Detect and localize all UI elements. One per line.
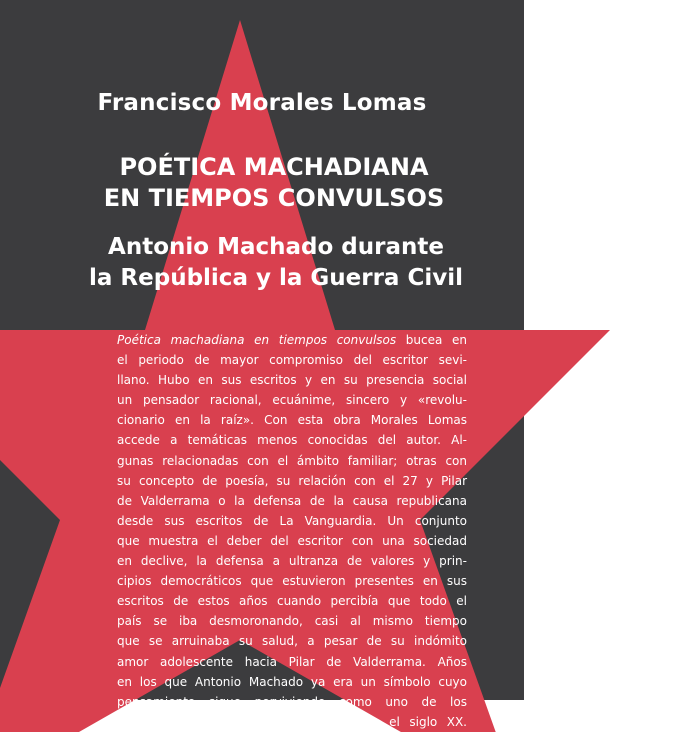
blurb-line: desde sus escritos de La Vanguardia. Un conjunto [117,513,467,528]
title-line-2: EN TIEMPOS CONVULSOS [103,184,445,212]
blurb-line: cipios democráticos que estuvieron presentes en sus [117,574,467,589]
blurb-line: en los que Antonio Machado ya era un símbolo cuyo [117,674,467,689]
blurb-line: accede a temáticas menos conocidas del autor. Al- [117,433,467,448]
book-subtitle [0,232,552,294]
blurb-italic-title: Poética machadiana en tiempos convulsos [117,333,397,347]
subtitle-line-2: la República y la Guerra Civil [89,265,463,291]
blurb-line: escritos de estos años cuando percibía que todo el [117,594,467,609]
blurb-line: más coherentes de un escritor durante el siglo XX. [117,714,467,729]
blurb-line: cionario en la raíz». Con esta obra Morales Lomas [117,413,467,428]
blurb-line: amor adolescente hacia Pilar de Valderrama. Años [117,654,467,669]
blurb-line: el periodo de mayor compromiso del escritor sevi- [117,353,467,368]
blurb-line: su concepto de poesía, su relación con el 27 y Pilar [117,473,467,488]
blurb-line: que muestra el deber del escritor con una sociedad [117,533,467,548]
book-title [0,152,548,214]
blurb-line: pensamiento sigue perviviendo como uno de los [117,694,467,709]
author-name: Francisco Morales Lomas [97,90,427,116]
blurb-line: en declive, la defensa a ultranza de valores y prin- [117,554,467,569]
title-line-1: POÉTICA MACHADIANA [119,153,429,181]
blurb-line: que se arruinaba su salud, a pesar de su indómito [117,634,467,649]
blurb-line: un pensador racional, ecuánime, sincero y «revolu- [117,393,467,408]
blurb-line: de Valderrama o la defensa de la causa republicana [117,493,467,508]
blurb-line: gunas relacionadas con el ámbito familiar; otras con [117,453,467,468]
blurb-line: país se iba desmoronando, casi al mismo tiempo [117,614,467,629]
blurb-line: Poética machadiana en tiempos convulsos bucea en [117,333,467,347]
back-cover-blurb [117,330,467,732]
subtitle-line-1: Antonio Machado durante [108,234,444,260]
blurb-line: llano. Hubo en sus escritos y en su presencia social [117,373,467,388]
